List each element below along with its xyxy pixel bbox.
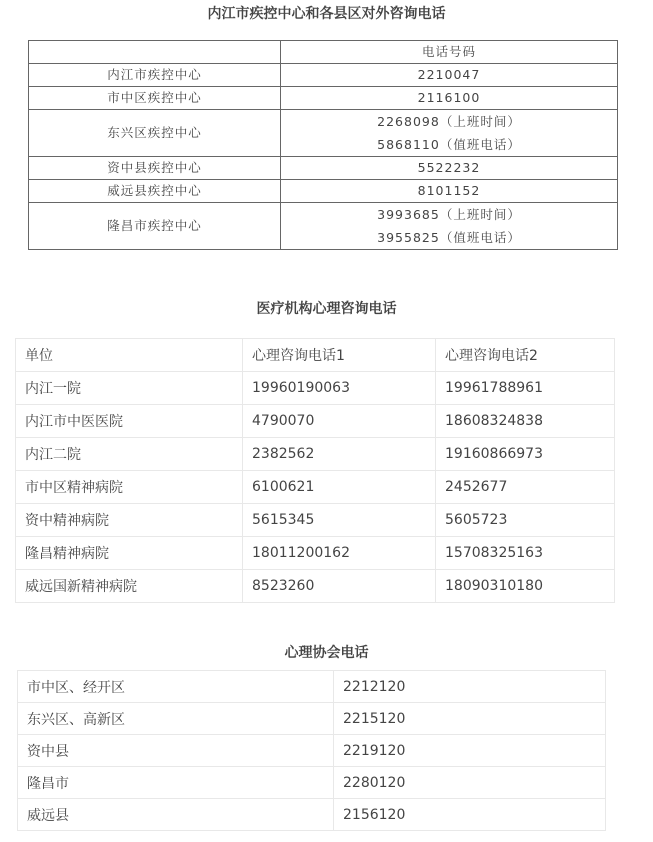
section2-title: 医疗机构心理咨询电话	[256, 301, 397, 317]
phone-cell: 8101152	[281, 180, 618, 203]
district-cell: 东兴区、高新区	[18, 703, 334, 735]
table-row	[16, 471, 615, 504]
unit-cell: 内江市中医医院	[16, 405, 243, 438]
table-row	[29, 203, 618, 250]
header-cell-unit: 单位	[16, 339, 243, 372]
psych-association-table	[17, 670, 606, 831]
header-cell-phone: 电话号码	[281, 41, 618, 64]
header-cell-unit	[29, 41, 281, 64]
unit-cell: 隆昌精神病院	[16, 537, 243, 570]
phone-cell: 2215120	[334, 703, 606, 735]
table-row	[29, 110, 618, 157]
unit-cell: 东兴区疾控中心	[29, 110, 281, 157]
table-row	[18, 735, 606, 767]
table-row	[29, 180, 618, 203]
table-row	[29, 87, 618, 110]
unit-cell: 隆昌市疾控中心	[29, 203, 281, 250]
table-row	[29, 64, 618, 87]
phone-office-hours: 2268098（上班时间）	[377, 114, 521, 129]
table-row	[16, 504, 615, 537]
district-cell: 市中区、经开区	[18, 671, 334, 703]
table-header-row	[29, 41, 618, 64]
unit-cell: 资中县疾控中心	[29, 157, 281, 180]
unit-cell: 内江市疾控中心	[29, 64, 281, 87]
header-cell-phone1: 心理咨询电话1	[243, 339, 436, 372]
table-row	[16, 570, 615, 603]
unit-cell: 市中区精神病院	[16, 471, 243, 504]
table-row	[29, 157, 618, 180]
phone2-cell: 2452677	[436, 471, 615, 504]
unit-cell: 威远国新精神病院	[16, 570, 243, 603]
unit-cell: 内江二院	[16, 438, 243, 471]
table-row	[16, 405, 615, 438]
phone-cell: 2210047	[281, 64, 618, 87]
table-row	[18, 767, 606, 799]
table-header-row	[16, 339, 615, 372]
phone1-cell: 6100621	[243, 471, 436, 504]
table-row	[18, 703, 606, 735]
table-row	[16, 438, 615, 471]
section1-title: 内江市疾控中心和各县区对外咨询电话	[207, 6, 446, 22]
unit-cell: 内江一院	[16, 372, 243, 405]
phone2-cell: 18608324838	[436, 405, 615, 438]
phone1-cell: 8523260	[243, 570, 436, 603]
district-cell: 威远县	[18, 799, 334, 831]
phone-cell	[281, 110, 618, 157]
phone-cell	[281, 203, 618, 250]
table-row	[18, 671, 606, 703]
phone-cell: 2116100	[281, 87, 618, 110]
phone-cell: 2280120	[334, 767, 606, 799]
unit-cell: 市中区疾控中心	[29, 87, 281, 110]
phone-cell: 5522232	[281, 157, 618, 180]
phone-duty: 3955825（值班电话）	[377, 230, 521, 245]
phone1-cell: 2382562	[243, 438, 436, 471]
header-cell-phone2: 心理咨询电话2	[436, 339, 615, 372]
table-row	[16, 372, 615, 405]
phone-cell: 2219120	[334, 735, 606, 767]
phone-cell: 2156120	[334, 799, 606, 831]
unit-cell: 威远县疾控中心	[29, 180, 281, 203]
phone2-cell: 15708325163	[436, 537, 615, 570]
cdc-phone-table	[28, 40, 618, 250]
phone2-cell: 19160866973	[436, 438, 615, 471]
phone1-cell: 4790070	[243, 405, 436, 438]
section3-title: 心理协会电话	[284, 645, 369, 661]
medical-counseling-table	[15, 338, 615, 603]
phone2-cell: 18090310180	[436, 570, 615, 603]
phone-cell: 2212120	[334, 671, 606, 703]
unit-cell: 资中精神病院	[16, 504, 243, 537]
phone-duty: 5868110（值班电话）	[377, 137, 521, 152]
phone1-cell: 5615345	[243, 504, 436, 537]
phone1-cell: 19960190063	[243, 372, 436, 405]
phone2-cell: 5605723	[436, 504, 615, 537]
phone2-cell: 19961788961	[436, 372, 615, 405]
table-row	[18, 799, 606, 831]
district-cell: 资中县	[18, 735, 334, 767]
phone-office-hours: 3993685（上班时间）	[377, 207, 521, 222]
district-cell: 隆昌市	[18, 767, 334, 799]
table-row	[16, 537, 615, 570]
phone1-cell: 18011200162	[243, 537, 436, 570]
